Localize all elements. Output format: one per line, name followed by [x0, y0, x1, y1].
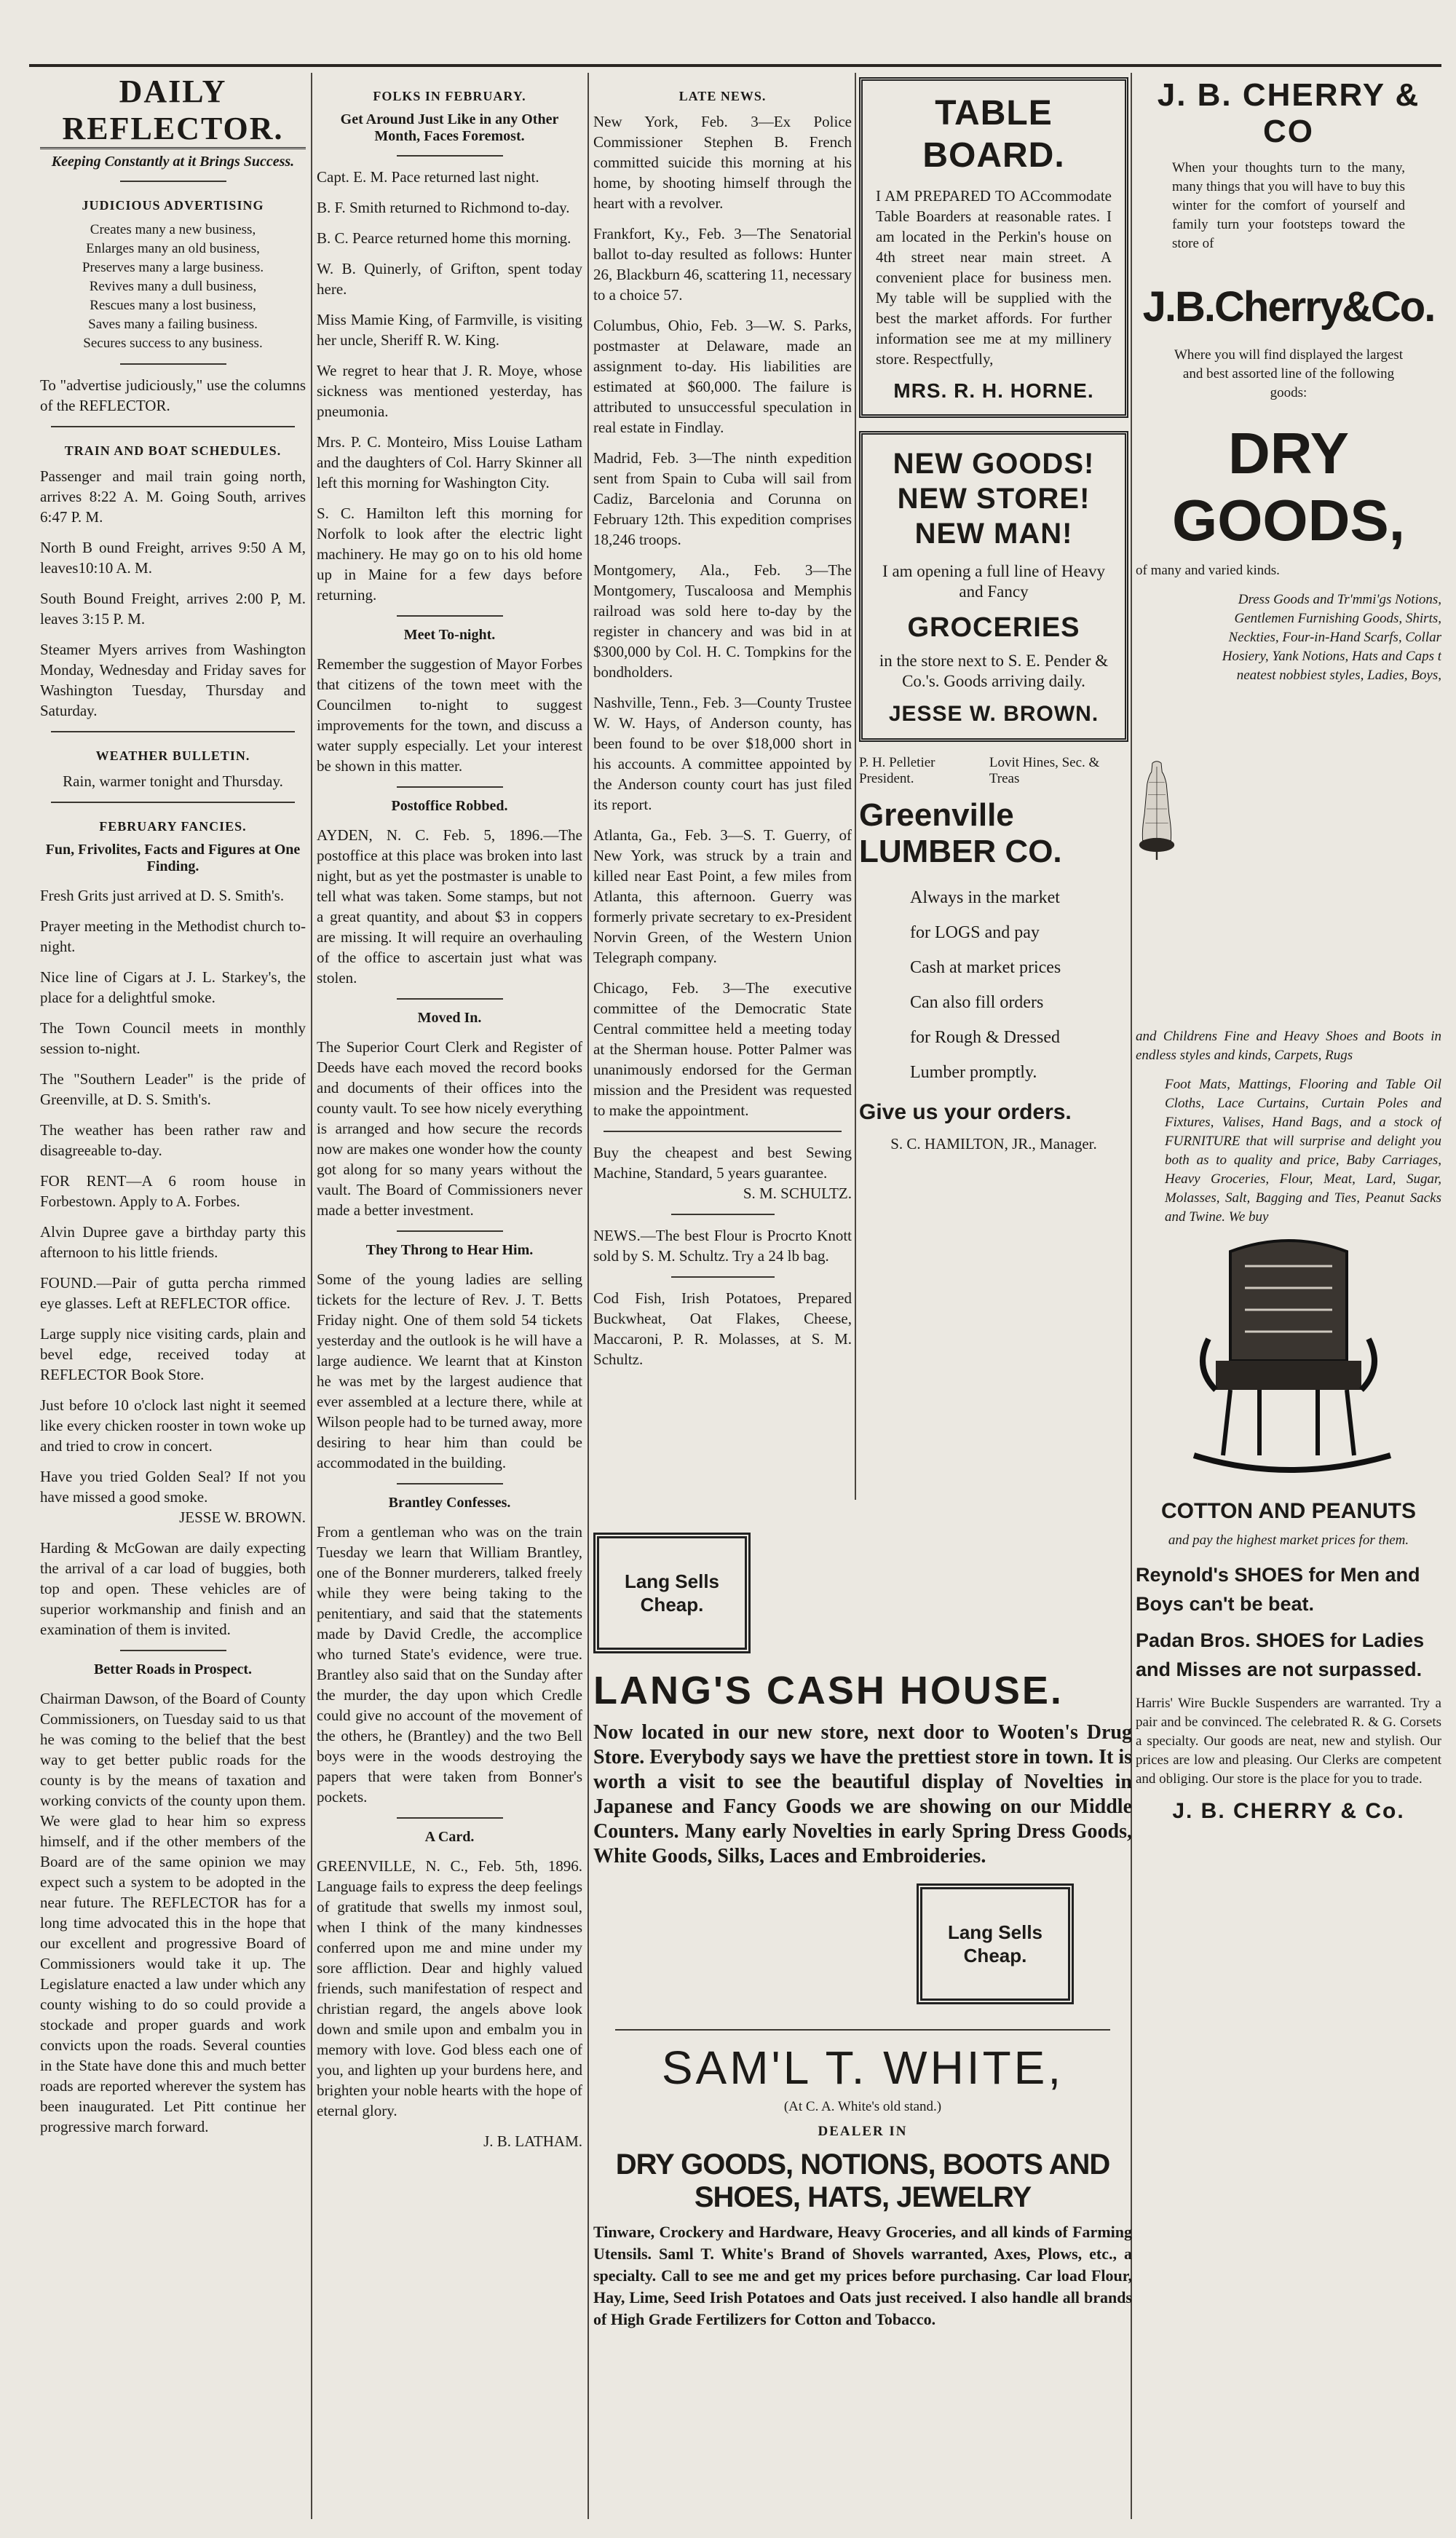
paragraph: South Bound Freight, arrives 2:00 P, M. leaves 3:15 P. M. [40, 590, 306, 628]
ad-title: NEW GOODS! NEW STORE! NEW MAN! [893, 448, 1095, 550]
paragraph: Alvin Dupree gave a birthday party this afternoon to his little friends. [40, 1223, 306, 1261]
paragraph: GREENVILLE, N. C., Feb. 5th, 1896. Language fails to express the deep feelings of gratitude that swells my inmost soul, when I think of the many kindnesses conferred upon me and mine under my sore affliction. Dear and highly valued friends, such manifestation of respect and christian regard, the angels above look down and smile upon and embalm you in memory with love. God bless each one of you, and lighten up your burdens here, and brighten your noble hearts with the hope of eternal glory. [317, 1857, 582, 2119]
judicious-list [40, 221, 306, 353]
column-3 [593, 73, 852, 1427]
paragraph: Rain, warmer tonight and Thursday. [63, 772, 283, 790]
column-2 [317, 73, 582, 2519]
paragraph: Where you will find displayed the largest and best assorted line of the following goods: [1174, 347, 1404, 400]
paragraph: When your thoughts turn to the many, many things that you will have to buy this winter for the comfort of yourself and family turn your footsteps toward the store of [1172, 160, 1405, 251]
paragraph: FOR RENT—A 6 room house in Forbestown. Apply to A. Forbes. [40, 1172, 306, 1210]
paragraph: and Childrens Fine and Heavy Shoes and Boots in endless styles and kinds, Carpets, Rugs [1136, 1029, 1441, 1063]
lang-text: Now located in our new store, next door to Wooten's Drug Store. Everybody says we have the prettiest store in town. It is worth a visit to see the beautiful display of Novelties in Japanese and Fancy Goods we are showing on our Middle Counters. Many early Novelties in early Spring Dress Goods, White Goods, Silks, Laces and Embroideries. [593, 1721, 1132, 1867]
divider [671, 1214, 775, 1215]
padan-shoes: Padan Bros. SHOES for Ladies and Misses are not surpassed. [1136, 1629, 1425, 1680]
paragraph: and pay the highest market prices for them. [1168, 1533, 1409, 1548]
paragraph: Chicago, Feb. 3—The executive committee of the Democratic State Central committee held a meeting today at the Sherman house. Potter Palmer was unanimously endorsed for the German mission and the President was requested to make the appointment. [593, 979, 852, 1119]
paragraph: Cod Fish, Irish Potatoes, Prepared Buckwheat, Oat Flakes, Cheese, Maccaroni, P. R. Molasses, at S. M. Schultz. [593, 1289, 852, 1368]
paragraph: The Town Council meets in monthly session to-night. [40, 1019, 306, 1057]
rocking-chair-illustration [1179, 1237, 1398, 1485]
list-line: Always in the market [910, 888, 1060, 907]
lumber-orders: Give us your orders. [859, 1100, 1072, 1124]
divider [120, 1650, 226, 1651]
cherry-logo: J.B.Cherry&Co. [1142, 283, 1435, 331]
list-line: for LOGS and pay [910, 923, 1040, 942]
list-line: Revives many a dull business, [89, 279, 257, 294]
lang-badge: Lang Sells Cheap. [917, 1883, 1074, 2004]
paragraph: I am opening a full line of Heavy and Fancy [882, 562, 1105, 601]
paragraph: Columbus, Ohio, Feb. 3—W. S. Parks, postmaster at Delaware, made an assignment to-day. His liabilities are estimated at $60,000. The failure is attributed to unsuccessful speculation in real estate in Findlay. [593, 317, 852, 436]
dealer-in: DEALER IN [818, 2124, 908, 2139]
list-line: Rescues many a lost business, [90, 298, 256, 313]
president: P. H. Pelletier President. [859, 755, 935, 786]
paragraph: Have you tried Golden Seal? If not you have missed a good smoke. [40, 1468, 306, 1506]
goods-list: Dress Goods and Tr'mmi'gs Notions, Gentlemen Furnishing Goods, Shirts, Neckties, Four-in-Hand Scarfs, Collar Hosiery, Yank Notions, Hats and Caps t neatest nobbiest styles, Ladies, Boys, [1222, 592, 1441, 683]
paragraph: Miss Mamie King, of Farmville, is visiting her uncle, Sheriff R. W. King. [317, 311, 582, 349]
paragraph: Large supply nice visiting cards, plain and bevel edge, received today at REFLECTOR Book Store. [40, 1325, 306, 1383]
paragraph: Nice line of Cigars at J. L. Starkey's, the place for a delightful smoke. [40, 968, 306, 1006]
column-rule [855, 73, 856, 1500]
signature: J. B. CHERRY & Co. [1172, 1799, 1405, 1823]
rocking-chair-illustration-wrap [1136, 1237, 1441, 1485]
paragraph: NEWS.—The best Flour is Procrto Knott sold by S. M. Schultz. Try a 24 lb bag. [593, 1227, 852, 1265]
list-line: Secures success to any business. [83, 336, 263, 351]
paragraph: Prayer meeting in the Methodist church to-night. [40, 917, 306, 955]
signature: JESSE W. BROWN. [888, 702, 1099, 726]
paragraph: Harding & McGowan are daily expecting the arrival of a car load of buggies, both top and open. These vehicles are of superior workmanship and finish and an examination of them is invited. [40, 1539, 306, 1638]
paragraph: Buy the cheapest and best Sewing Machine, Standard, 5 years guarantee. [593, 1144, 852, 1182]
lang-badge-row [593, 1869, 1132, 2019]
section-heading: FEBRUARY FANCIES. [99, 819, 247, 834]
divider [397, 1817, 503, 1819]
ad-title: SAM'L T. WHITE, [661, 2041, 1064, 2094]
paragraph: I AM PREPARED TO ACcommodate Table Boarders at reasonable rates. I am located in the Perkin's house on 4th street near main street. A convenient place for business men. My table will be supplied with the best the market affords. For further information see me at my millinery store. Respectfully, [876, 187, 1112, 368]
divider [397, 1483, 503, 1485]
list-line: Creates many a new business, [90, 222, 256, 237]
table-board-ad [859, 77, 1128, 418]
divider [51, 802, 296, 803]
subheading: Moved In. [417, 1010, 482, 1026]
divider [397, 155, 503, 157]
section-heading: FOLKS IN FEBRUARY. [373, 89, 526, 103]
lumber-company-name: Greenville LUMBER CO. [859, 797, 1062, 869]
paragraph: Madrid, Feb. 3—The ninth expedition sent from Spain to Cuba will sail from Cadiz, Barcelonia and Corunna on February 12th. This expedition comprises 18,246 troops. [593, 449, 852, 548]
paragraph: Passenger and mail train going north, arrives 8:22 A. M. Going South, arrives 6:47 P. M. [40, 467, 306, 526]
divider [397, 1230, 503, 1232]
signature: S. C. HAMILTON, JR., Manager. [890, 1135, 1097, 1153]
section-heading: JUDICIOUS ADVERTISING [82, 198, 264, 213]
paragraph: Frankfort, Ky., Feb. 3—The Senatorial ballot to-day resulted as follows: Hunter 26, Blackburn 46, scattering 11, necessary to a choice 57. [593, 225, 852, 304]
subheading: Postoffice Robbed. [391, 798, 508, 814]
paragraph: From a gentleman who was on the train Tuesday we learn that William Brantley, one of the Bonner murderers, talked freely while they were being taking to the penitentiary, and said that the statements made by David Credle, the accomplice who turned State's evidence, were true. Brantley also said that on the Sunday after the murder, the day upon which Credle could give no account of the movement of the others, he (Brantley) and the two Bell boys were in the woods destroying the papers that were taken from Bonner's pockets. [317, 1523, 582, 1806]
paragraph: Mrs. P. C. Monteiro, Miss Louise Latham and the daughters of Col. Harry Skinner all left this morning for Washington City. [317, 433, 582, 491]
reynold-shoes: Reynold's SHOES for Men and Boys can't be beat. [1136, 1564, 1420, 1615]
masthead: DAILY REFLECTOR. [40, 73, 306, 149]
divider [51, 426, 296, 427]
paragraph: New York, Feb. 3—Ex Police Commissioner Stephen B. French committed suicide this morning at his home, by shooting himself through the heart with a revolver. [593, 113, 852, 212]
divider [397, 786, 503, 788]
ad-title: LANG'S CASH HOUSE. [593, 1669, 1064, 1712]
corset-illustration [1136, 590, 1178, 1027]
subheading: Fun, Frivolites, Facts and Figures at One Finding. [45, 842, 301, 874]
divider [120, 363, 226, 365]
divider [51, 731, 296, 732]
paragraph: B. F. Smith returned to Richmond to-day. [317, 199, 570, 216]
paragraph: The "Southern Leader" is the pride of Greenville, at D. S. Smith's. [40, 1070, 306, 1108]
column-5 [1136, 73, 1441, 2519]
paragraph: Harris' Wire Buckle Suspenders are warranted. Try a pair and be convinced. The celebrated R. & G. Corsets a specialty. Our goods are neat, new and stylish. Our prices are low and pleasing. Our Clerks are competent and obliging. Our store is the place for you to trade. [1136, 1696, 1441, 1787]
paragraph: S. C. Hamilton left this morning for Norfolk to look after the electric light machinery. He may go on to his old home up in Maine for a few days before returning. [317, 505, 582, 604]
section-heading: LATE NEWS. [678, 89, 767, 103]
paragraph: Steamer Myers arrives from Washington Monday, Wednesday and Friday saves for Washington Tuesday, Thursday and Saturday. [40, 641, 306, 719]
white-dealer: DRY GOODS, NOTIONS, BOOTS AND SHOES, HATS, JEWELRY [615, 2148, 1110, 2213]
subheading: Brantley Confesses. [388, 1495, 511, 1511]
list-line: Cash at market prices [910, 958, 1061, 977]
column-4 [859, 73, 1128, 1500]
list-line: for Rough & Dressed [910, 1028, 1060, 1047]
divider [397, 998, 503, 1000]
ad-title: J. B. CHERRY & CO [1157, 77, 1420, 149]
divider [397, 615, 503, 617]
column-1 [40, 73, 306, 2519]
cotton-heading: COTTON AND PEANUTS [1160, 1499, 1416, 1523]
divider [120, 181, 226, 182]
subheading: A Card. [424, 1829, 475, 1845]
paragraph: Just before 10 o'clock last night it seemed like every chicken rooster in town woke up and tried to crow in concert. [40, 1396, 306, 1455]
paragraph: Some of the young ladies are selling tickets for the lecture of Rev. J. T. Betts Friday night. One of them sold 54 tickets yesterday and the outlook is he will have a large audience. We learnt that at Kinston he was met by the largest audience that ever assembled at a lecture there, while at Wilson people had to be turned away, more desiring to hear him than could be accommodated in the building. [317, 1270, 582, 1471]
tagline: Keeping Constantly at it Brings Success. [51, 154, 295, 170]
subheading: Meet To-night. [403, 627, 496, 643]
paragraph: We regret to hear that J. R. Moye, whose sickness was mentioned yesterday, has pneumonia. [317, 362, 582, 420]
paragraph: Remember the suggestion of Mayor Forbes that citizens of the town meet with the Councilmen to-night to suggest improvements for the town, and discuss a water supply especially. Let your interest be shown in this matter. [317, 655, 582, 775]
paragraph: Foot Mats, Mattings, Flooring and Table Oil Cloths, Lace Curtains, Curtain Poles and Fixtures, Valises, Hand Bags, and a stock of FURNITURE that will surprise and delight you both as to quality and price, Baby Carriages, Heavy Groceries, Flour, Meat, Lard, Sugar, Molasses, Salt, Bagging and Ties, Peanut Sacks and Twine. We buy [1165, 1077, 1441, 1225]
dry-goods-heading: DRY GOODS, [1171, 421, 1406, 553]
signature: MRS. R. H. HORNE. [893, 379, 1094, 402]
secretary: Lovit Hines, Sec. & Treas [989, 755, 1100, 786]
section-heading: WEATHER BULLETIN. [95, 748, 250, 763]
list-line: Preserves many a large business. [82, 260, 264, 275]
paragraph: Atlanta, Ga., Feb. 3—S. T. Guerry, of New York, was struck by a train and killed near East Point, a few miles from Atlanta, this afternoon. Guerry was formerly private secretary to ex-President Norvin Green, of the Western Union Telegraph company. [593, 826, 852, 966]
signature: JESSE W. BROWN. [179, 1509, 306, 1526]
subheading: They Throng to Hear Him. [365, 1242, 534, 1258]
paragraph: B. C. Pearce returned home this morning. [317, 229, 571, 247]
paragraph: Nashville, Tenn., Feb. 3—County Trustee W. W. Hays, of Anderson county, has been found to be over $18,000 short in his accounts. A committee appointed by the Anderson county court has just filed its report. [593, 694, 852, 813]
paragraph: The Superior Court Clerk and Register of Deeds have each moved the record books and documents of their offices into the county vault. To see how nicely everything is arranged and how secure the records now are makes one wonder how the county got along for so many years without the vault. The Board of Commissioners never made a better investment. [317, 1038, 582, 1219]
paragraph: Chairman Dawson, of the Board of County Commissioners, on Tuesday said to us that he was coming to the belief that the best way to get better public roads for the county is by the means of taxation and working convicts of the county upon them. We were glad to hear him so express himself, and if the other members of the Board are of the same opinion we may expect such a system to be adopted in the near future. The REFLECTOR has for a long time advocated this in the hope that our excellent and progressive Board of Commissioners would take it up. The Legislature enacted a law under which any county wishing to do so could provide a stockade and proper guards and work convicts upon the roads. Several counties in the State have done this and much better roads are reported wherever the system has been inaugurated. Let Pitt continue her progressive march forward. [40, 1690, 306, 2135]
goods-row [1136, 590, 1441, 1027]
paragraph: To "advertise judiciously," use the columns of the REFLECTOR. [40, 376, 306, 414]
subheading: Better Roads in Prospect. [93, 1661, 252, 1677]
section-heading: TRAIN AND BOAT SCHEDULES. [64, 443, 282, 458]
bottom-ads [593, 1518, 1132, 2526]
lumber-list [859, 880, 1128, 1090]
list-line: Can also fill orders [910, 993, 1044, 1012]
groceries-label: GROCERIES [907, 612, 1080, 643]
white-stand: (At C. A. White's old stand.) [783, 2099, 942, 2114]
list-line: Enlarges many an old business, [86, 241, 260, 256]
paragraph: Fresh Grits just arrived at D. S. Smith's. [40, 887, 285, 904]
divider [615, 2029, 1111, 2031]
paragraph: FOUND.—Pair of gutta percha rimmed eye glasses. Left at REFLECTOR office. [40, 1274, 306, 1312]
paragraph: The weather has been rather raw and disagreeable to-day. [40, 1121, 306, 1159]
column-rule [311, 73, 312, 2519]
divider [671, 1276, 775, 1278]
paragraph: W. B. Quinerly, of Grifton, spent today here. [317, 260, 582, 298]
column-rule [587, 73, 589, 2519]
paragraph: in the store next to S. E. Pender & Co.'s. Goods arriving daily. [879, 652, 1109, 690]
ad-title: TABLE BOARD. [922, 94, 1065, 175]
divider [604, 1131, 842, 1132]
list-line: Saves many a failing business. [88, 317, 258, 332]
paragraph: Montgomery, Ala., Feb. 3—The Montgomery, Tuscaloosa and Memphis railroad was sold here to-day by the register in chancery and was bid in at $300,000 by Col. H. C. Tompkins for the bondholders. [593, 561, 852, 681]
paragraph: Capt. E. M. Pace returned last night. [317, 168, 539, 186]
top-rule [29, 64, 1441, 67]
signature: J. B. LATHAM. [483, 2132, 582, 2150]
lang-badge: Lang Sells Cheap. [593, 1533, 751, 1653]
new-goods-ad [859, 431, 1128, 742]
subheading: Get Around Just Like in any Other Month, Faces Foremost. [340, 111, 559, 144]
signature: S. M. SCHULTZ. [743, 1185, 852, 1202]
paragraph: North B ound Freight, arrives 9:50 A M, leaves10:10 A. M. [40, 539, 306, 577]
lumber-officers [859, 755, 1128, 787]
paragraph: AYDEN, N. C. Feb. 5, 1896.—The postoffice at this place was broken into last night, but as yet the postmaster is unable to tell what was taken. Some stamps, but not a great quantity, and about $3 in coppers are missing. It will require an overhauling of the office to ascertain just what was stolen. [317, 826, 582, 987]
paragraph: of many and varied kinds. [1136, 563, 1280, 578]
paragraph: Tinware, Crockery and Hardware, Heavy Groceries, and all kinds of Farming Utensils. Saml T. White's Brand of Shovels warranted, Axes, Plows, etc., a specialty. Call to see me and get my prices before purchasing. Car load Flour, Hay, Lime, Seed Irish Potatoes and Oats just received. I also handle all brands of High Grade Fertilizers for Cotton and Tobacco. [593, 2223, 1132, 2328]
list-line: Lumber promptly. [910, 1063, 1037, 1082]
